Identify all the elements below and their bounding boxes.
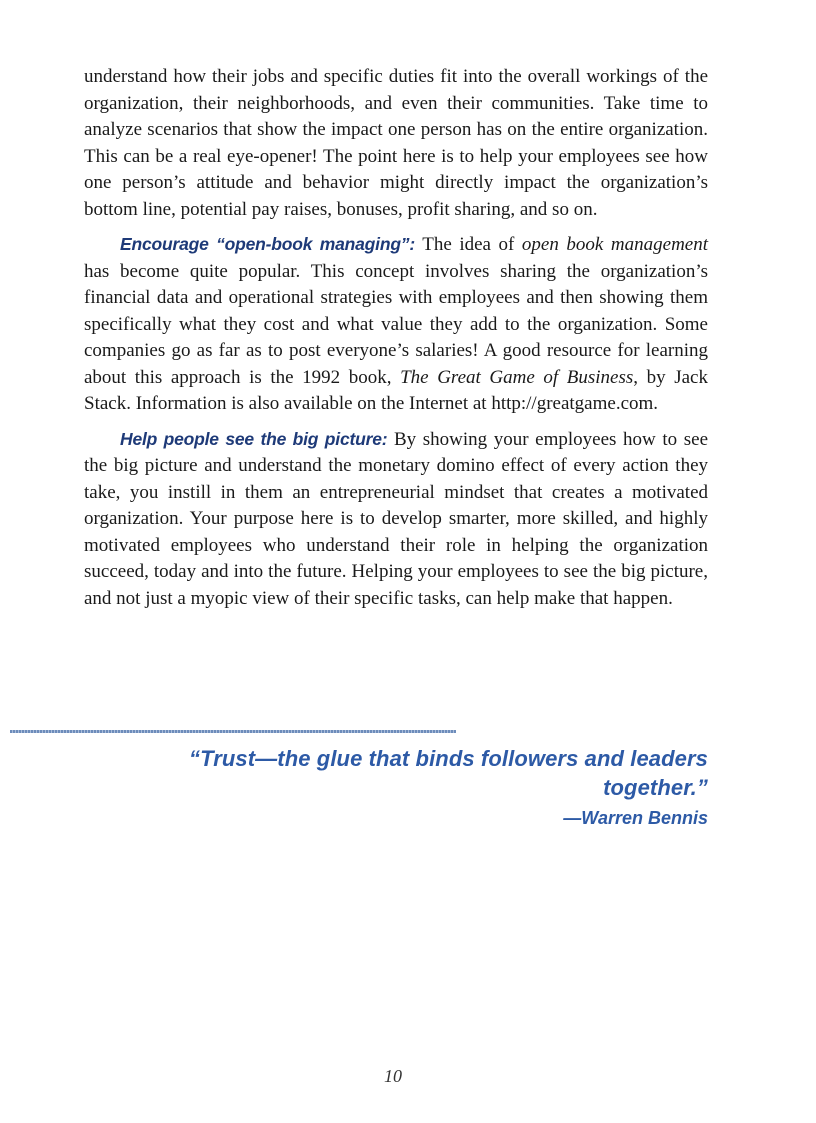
pull-quote: “Trust—the glue that binds followers and leaders together.” bbox=[188, 746, 708, 800]
paragraph-text: has become quite popular. This concept involves sharing the organization’s financial data and operational strategies with employees and then showing them specifically what they cost and what value they add to the organization. Some companies go as far as to post everyone’s salaries! A good resource for learning about this approach is the 1992 book, bbox=[84, 260, 708, 388]
paragraph-open-book-managing bbox=[84, 231, 708, 418]
paragraph-big-picture bbox=[84, 426, 708, 613]
paragraph-text: The idea of bbox=[415, 234, 522, 255]
quote-attribution: —Warren Bennis bbox=[563, 808, 708, 828]
run-in-heading-big-picture: Help people see the big picture: bbox=[120, 428, 388, 449]
paragraph-text: By showing your employees how to see the big picture and understand the monetary domino effect of every action they take, you instill in them an entrepreneurial mindset that creates a motivated organization. Your purpose here is to develop smarter, more skilled, and highly motivated employees who understand their role in helping the organization succeed, today and into the future. Helping your employees to see the big picture, and not just a myopic view of their specific tasks, can help make that happen. bbox=[84, 428, 709, 609]
paragraph-text: , by Jack Stack. Information is also available on the Internet at http://greatgame.com. bbox=[84, 366, 708, 414]
body-text bbox=[84, 64, 708, 612]
book-title: The Great Game of Business bbox=[400, 366, 634, 388]
run-in-heading-open-book: Encourage “open-book managing”: bbox=[120, 234, 415, 254]
emphasis-term: open book management bbox=[521, 234, 708, 255]
paragraph-continuation: understand how their jobs and specific duties fit into the overall workings of the organization, their neighborhoods, and even their communities. Take time to analyze scenarios that show the impact one person has on the entire organization. This can be a real eye-opener! The point here is to help your employees see how one person’s attitude and behavior might directly impact the organization’s bottom line, potential pay raises, bonuses, profit sharing, and so on. bbox=[84, 66, 708, 220]
page-number: 10 bbox=[384, 1066, 402, 1086]
quote-divider-rule bbox=[10, 730, 456, 733]
